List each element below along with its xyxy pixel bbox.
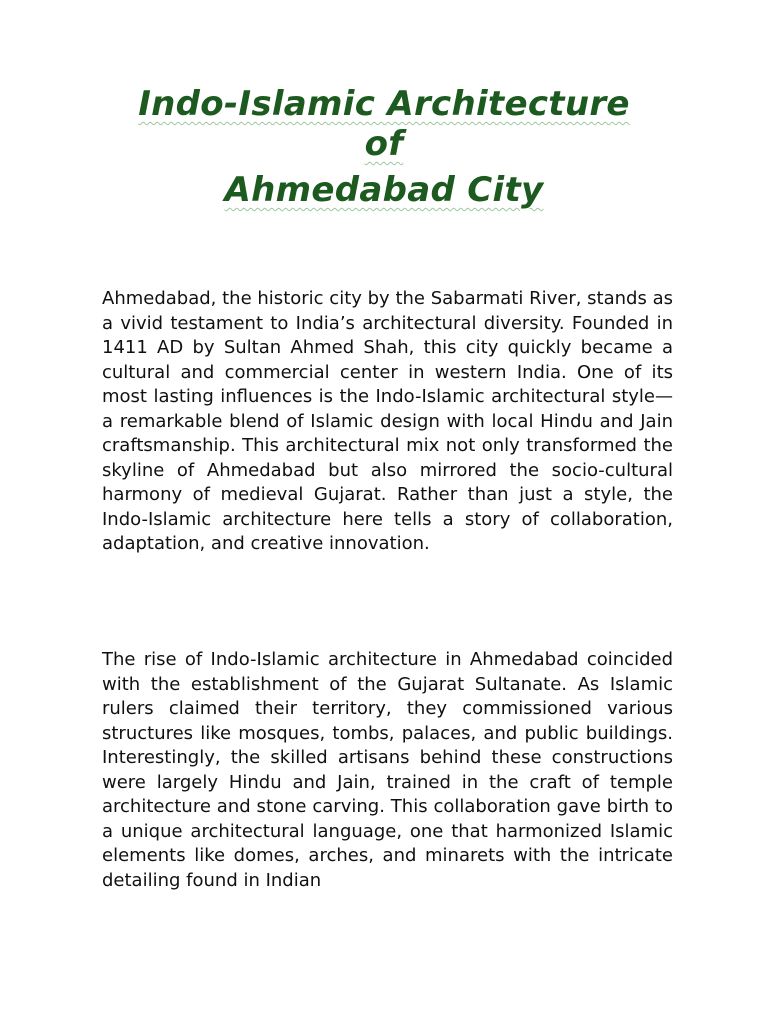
- document-title: [0, 84, 768, 210]
- title-line-2: [0, 124, 768, 164]
- title-line-3: [0, 170, 768, 210]
- title-line-1: [0, 84, 768, 124]
- body-paragraph-2: The rise of Indo-Islamic architecture in Ahmedabad coincided with the establishment of the Gujarat Sultanate. As Islamic rulers claimed their territory, they commissioned various structures like mosques, tombs, palaces, and public buildings. Interestingly, the skilled artisans behind these constructions were largely Hindu and Jain, trained in the craft of temple architecture and stone carving. This collaboration gave birth to a unique architectural language, one that harmonized Islamic elements like domes, arches, and minarets with the intricate detailing found in Indian: [102, 649, 673, 891]
- title-line-3-text: Ahmedabad City: [224, 170, 544, 210]
- title-line-1-text: Indo-Islamic Architecture: [138, 84, 630, 124]
- title-line-2-text: of: [364, 124, 404, 164]
- body-paragraph-1: Ahmedabad, the historic city by the Sabarmati River, stands as a vivid testament to India’s architectural diversity. Founded in 1411 AD by Sultan Ahmed Shah, this city quickly became a cultural and commercial center in western India. One of its most lasting influences is the Indo-Islamic architectural style—a remarkable blend of Islamic design with local Hindu and Jain craftsmanship. This architectural mix not only transformed the skyline of Ahmedabad but also mirrored the socio-cultural harmony of medieval Gujarat. Rather than just a style, the Indo-Islamic architecture here tells a story of collaboration, adaptation, and creative innovation.: [102, 288, 673, 554]
